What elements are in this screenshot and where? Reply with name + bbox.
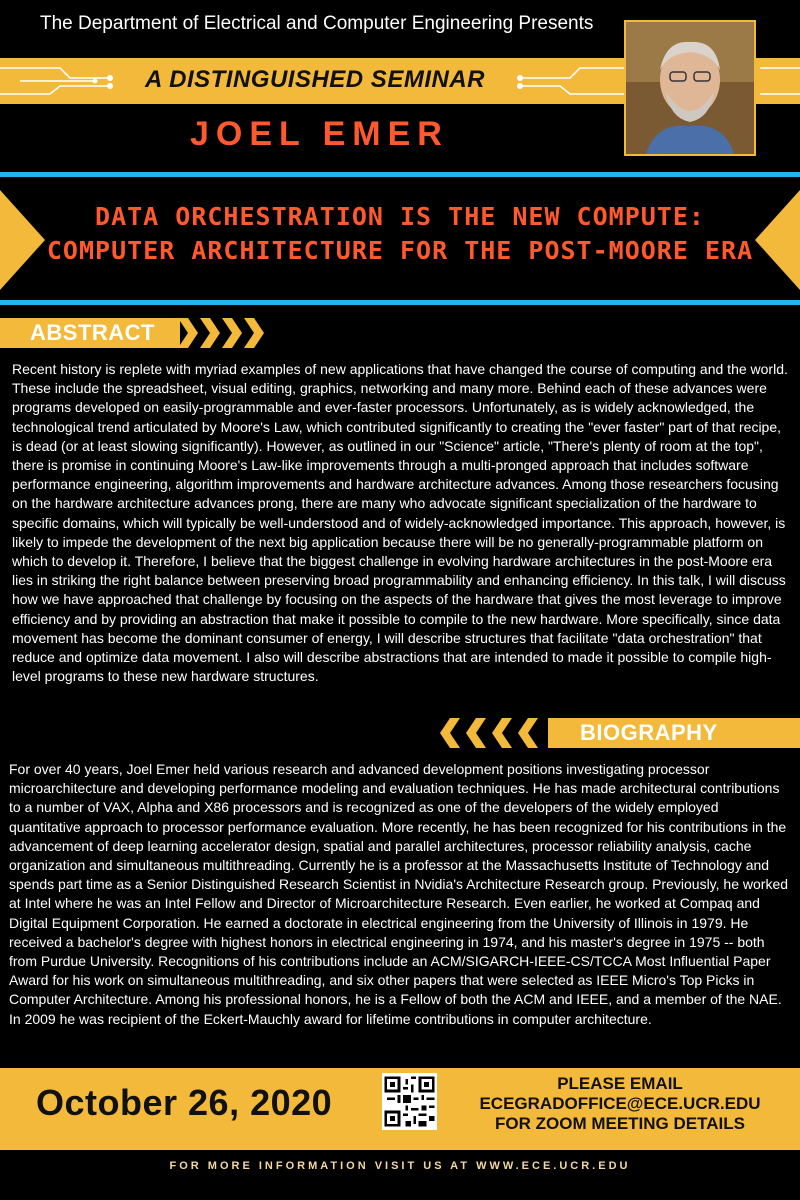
abstract-text: Recent history is replete with myriad examples of new applications that have changed the course of computing and the world. These include the spreadsheet, visual editing, graphics, networking and many more. Behind each of these advances were programs developed on easily-programmable and ever-faster processors. Unfortunately, as is widely acknowledged, the technological trend articulated by Moore's Law, which contributed significantly to creating the "ever faster" part of that recipe, is dead (or at least slowing significantly). However, as outlined in our "Science" article, "There's plenty of room at the top", there is promise in continuing Moore's Law-like improvements through a multi-pronged approach that includes software performance engineering, algorithm improvements and hardware architecture advances. Among those researchers focusing on the hardware architecture advances prong, there are many who advocate significant specialization of the hardware to specific domains, which will typically be well-understood and of widely-acknowledged importance. This approach, however, is likely to impede the development of the next big application because there will be no generally-programmable platform on which to develop it. Therefore, I believe that the biggest challenge in evolving hardware architectures in the post-Moore era lies in striking the right balance between preserving broad programmability and enhancing efficiency. In this talk, I will discuss how we have approached that challenge by focusing on the aspects of the hardware that gives the most leverage to improve efficiency and by providing an abstraction that make it possible to compile to the new hardware. More specifically, since data movement has become the dominant consumer of energy, I will describe structures that facilitate "data orchestration" that reduce and optimize data movement. I also will describe abstractions that are intended to made it possible to compile high-level programs to these new hardware structures. <box>12 361 788 685</box>
more-info-footer: FOR MORE INFORMATION VISIT US AT WWW.ECE.UCR.EDU <box>169 1160 631 1172</box>
email-line3: FOR ZOOM MEETING DETAILS <box>495 1114 745 1133</box>
talk-title-line2: COMPUTER ARCHITECTURE FOR THE POST-MOORE ERA <box>46 236 754 265</box>
event-date: October 26, 2020 <box>36 1082 333 1123</box>
talk-title <box>40 200 760 268</box>
seminar-label: A DISTINGUISHED SEMINAR <box>145 66 485 93</box>
email-address[interactable]: ECEGRADOFFICE@ECE.UCR.EDU <box>479 1094 761 1113</box>
divider-bottom <box>0 300 800 305</box>
talk-title-line1: DATA ORCHESTRATION IS THE NEW COMPUTE: <box>95 202 705 231</box>
qr-code-icon[interactable] <box>382 1073 437 1130</box>
abstract-heading: ABSTRACT <box>30 320 155 345</box>
biography-text: For over 40 years, Joel Emer held various research and advanced development positions investigating processor microarchitecture and developing performance modeling and evaluation techniques. He has made architectural contributions to a number of VAX, Alpha and X86 processors and is recognized as one of the developers of the widely employed quantitative approach to processor performance evaluation. More recently, he has been recognized for his contributions in the advancement of deep learning accelerator design, spatial and parallel architectures, processor reliability analysis, cache organization and simultaneous multithreading. Currently he is a professor at the Massachusetts Institute of Technology and spends part time as a Senior Distinguished Research Scientist in Nvidia's Architecture Research group. Previously, he worked at Intel where he was an Intel Fellow and Director of Microarchitecture Research. Even earlier, he worked at Compaq and Digital Equipment Corporation. He earned a doctorate in electrical engineering from the University of Illinois in 1979. He received a bachelor's degree with highest honors in electrical engineering in 1974, and his master's degree in 1975 -- both from Purdue University. Recognitions of his contributions include an ACM/SIGARCH-IEEE-CS/TCCA Most Influential Paper Award for his work on simultaneous multithreading, and six other papers that were selected as IEEE Micro's Top Picks in Computer Architecture. Among his professional honors, he is a Fellow of both the ACM and IEEE, and a member of the NAE. In 2009 he was recipient of the Eckert-Mauchly award for lifetime contributions in computer architecture. <box>9 761 789 1027</box>
department-line: The Department of Electrical and Computer Engineering Presents <box>40 13 594 34</box>
email-line1: PLEASE EMAIL <box>557 1074 683 1093</box>
divider-top <box>0 172 800 177</box>
speaker-photo <box>624 20 756 156</box>
biography-heading: BIOGRAPHY <box>580 720 718 745</box>
chevron-right-icons <box>178 318 278 348</box>
email-instructions <box>470 1074 770 1134</box>
chevron-left-icons <box>440 718 550 748</box>
speaker-name: JOEL EMER <box>190 115 449 153</box>
